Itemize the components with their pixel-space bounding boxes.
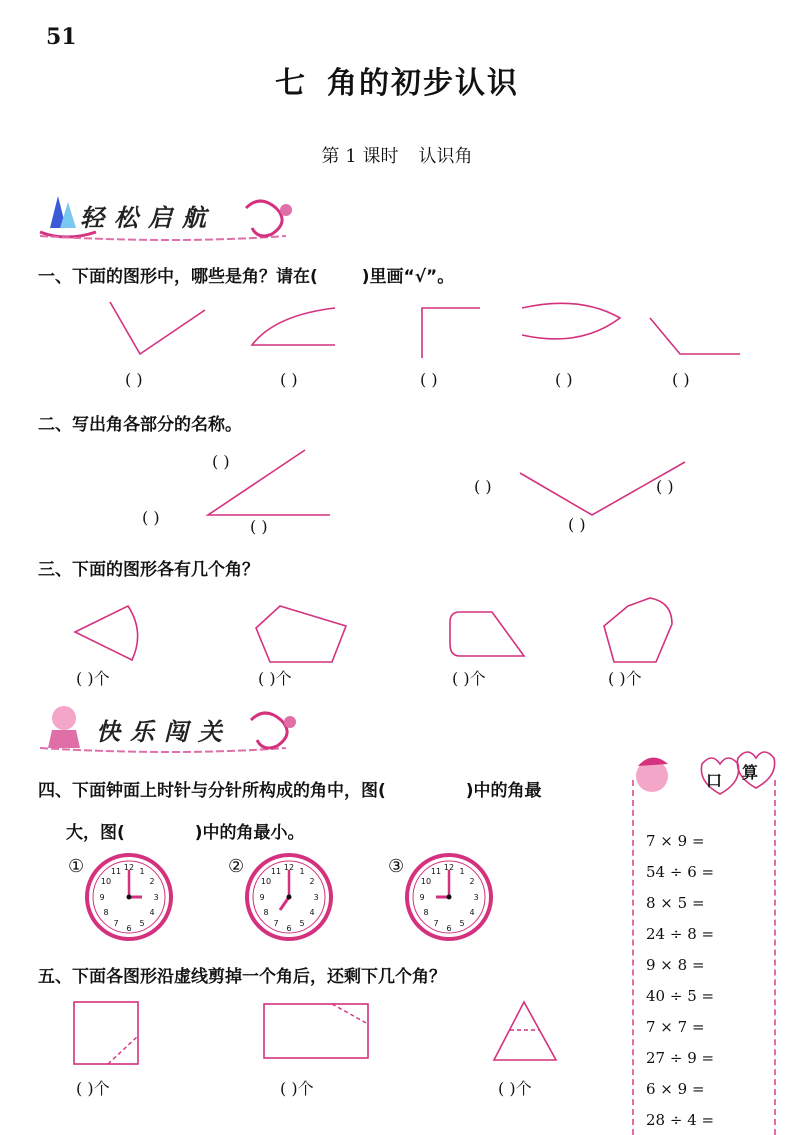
q3-answer-4[interactable]: ( )个 [608,669,642,688]
svg-text:6: 6 [286,924,292,933]
svg-text:7: 7 [433,919,439,928]
q5-answer-3[interactable]: ( )个 [498,1079,532,1098]
svg-text:8: 8 [103,908,109,917]
clock-2 [244,852,334,942]
chapter-title [0,58,794,102]
math-item-6: 40 ÷ 5 = [646,987,715,1005]
svg-text:9: 9 [419,893,425,902]
svg-text:7: 7 [273,919,279,928]
figure-curved [252,308,335,345]
figure-obtuse [650,318,740,354]
banner-1-title: 轻松启航 [80,203,216,232]
clock-label-2: ② [228,856,245,877]
svg-text:9: 9 [99,893,105,902]
math-item-9: 6 × 9 = [646,1080,705,1098]
figure-square [74,1002,138,1064]
svg-text:1: 1 [139,867,145,876]
q3-answer-2[interactable]: ( )个 [258,669,292,688]
svg-text:12: 12 [283,863,295,872]
figure-right-angle [422,308,480,358]
clock-3 [404,852,494,942]
figure-pentagon [256,606,346,662]
swirl-icon [246,201,282,236]
svg-text:7: 7 [113,919,119,928]
question-5: 五、下面各图形沿虚线剪掉一个角后，还剩下几个角？ [38,967,446,987]
chapter-name: 角的初步认识 [327,66,519,101]
q3-figures [0,592,794,672]
figure-closed-curve [522,303,620,339]
page-number: 51 [46,24,77,50]
question-2: 二、写出角各部分的名称。 [38,415,242,435]
math-item-7: 7 × 7 = [646,1018,705,1036]
q1-answer-5[interactable]: ( ) [672,370,690,389]
svg-text:1: 1 [459,867,465,876]
svg-text:11: 11 [430,867,442,876]
svg-text:5: 5 [459,919,465,928]
math-item-4: 24 ÷ 8 = [646,925,715,943]
banner-2-title: 快乐闯关 [96,717,232,746]
question-4-line-1: 四、下面钟面上时针与分针所构成的角中，图( )中的角最 [38,781,542,801]
lesson-title [0,142,794,168]
q2-blank-vertex-side[interactable]: ( ) [212,452,230,471]
question-1: 一、下面的图形中，哪些是角？请在( )里画“√”。 [38,267,455,287]
q2-figures [0,440,794,540]
q2-blank-side-right[interactable]: ( ) [656,477,674,496]
q2-blank-side[interactable]: ( ) [250,517,268,536]
figure-sector [75,606,138,660]
q1-figures [0,290,794,365]
q3-answer-3[interactable]: ( )个 [452,669,486,688]
svg-text:8: 8 [423,908,429,917]
svg-text:12: 12 [123,863,135,872]
math-item-1: 7 × 9 = [646,832,705,850]
clock-label-3: ③ [388,856,405,877]
q2-blank-vertex-2[interactable]: ( ) [568,515,586,534]
chapter-number: 七 [275,66,307,101]
svg-text:4: 4 [309,908,315,917]
q1-answer-1[interactable]: ( ) [125,370,143,389]
math-item-5: 9 × 8 = [646,956,705,974]
q5-answer-2[interactable]: ( )个 [280,1079,314,1098]
svg-text:11: 11 [110,867,122,876]
svg-text:5: 5 [139,919,145,928]
clock-1 [84,852,174,942]
svg-text:1: 1 [299,867,305,876]
kousuan-char-2: 算 [742,763,759,782]
svg-text:8: 8 [263,908,269,917]
swirl-icon [251,713,287,748]
kousuan-char-1: 口 [706,771,723,790]
figure-irregular [604,598,672,662]
q3-answer-1[interactable]: ( )个 [76,669,110,688]
q5-answer-1[interactable]: ( )个 [76,1079,110,1098]
svg-text:2: 2 [149,877,155,886]
svg-text:6: 6 [446,924,452,933]
svg-text:10: 10 [260,877,272,886]
math-item-3: 8 × 5 = [646,894,705,912]
q1-answer-4[interactable]: ( ) [555,370,573,389]
svg-text:9: 9 [259,893,265,902]
svg-text:2: 2 [469,877,475,886]
figure-rectangle [264,1004,368,1058]
svg-text:10: 10 [100,877,112,886]
math-item-2: 54 ÷ 6 = [646,863,715,881]
svg-text:3: 3 [473,893,479,902]
q1-answer-3[interactable]: ( ) [420,370,438,389]
girl-icon [52,706,76,730]
figure-angle-v [110,302,205,354]
svg-text:6: 6 [126,924,132,933]
figure-trapezoid-rounded [450,612,524,656]
svg-text:4: 4 [469,908,475,917]
q5-figures [0,996,620,1071]
svg-text:2: 2 [309,877,315,886]
math-item-8: 27 ÷ 9 = [646,1049,715,1067]
clock-label-1: ① [68,856,85,877]
q1-answer-2[interactable]: ( ) [280,370,298,389]
question-4-line-2: 大，图( )中的角最小。 [66,823,305,843]
figure-triangle [494,1002,556,1060]
q2-blank-vertex[interactable]: ( ) [142,508,160,527]
lesson-number: 第 1 课时 [321,146,399,167]
svg-text:11: 11 [270,867,282,876]
svg-text:4: 4 [149,908,155,917]
svg-text:3: 3 [153,893,159,902]
svg-text:12: 12 [443,863,455,872]
svg-text:10: 10 [420,877,432,886]
lesson-name: 认识角 [418,146,473,167]
math-item-10: 28 ÷ 4 = [646,1111,715,1129]
svg-text:3: 3 [313,893,319,902]
svg-text:5: 5 [299,919,305,928]
question-3: 三、下面的图形各有几个角？ [38,560,259,580]
q2-blank-side-left[interactable]: ( ) [474,477,492,496]
